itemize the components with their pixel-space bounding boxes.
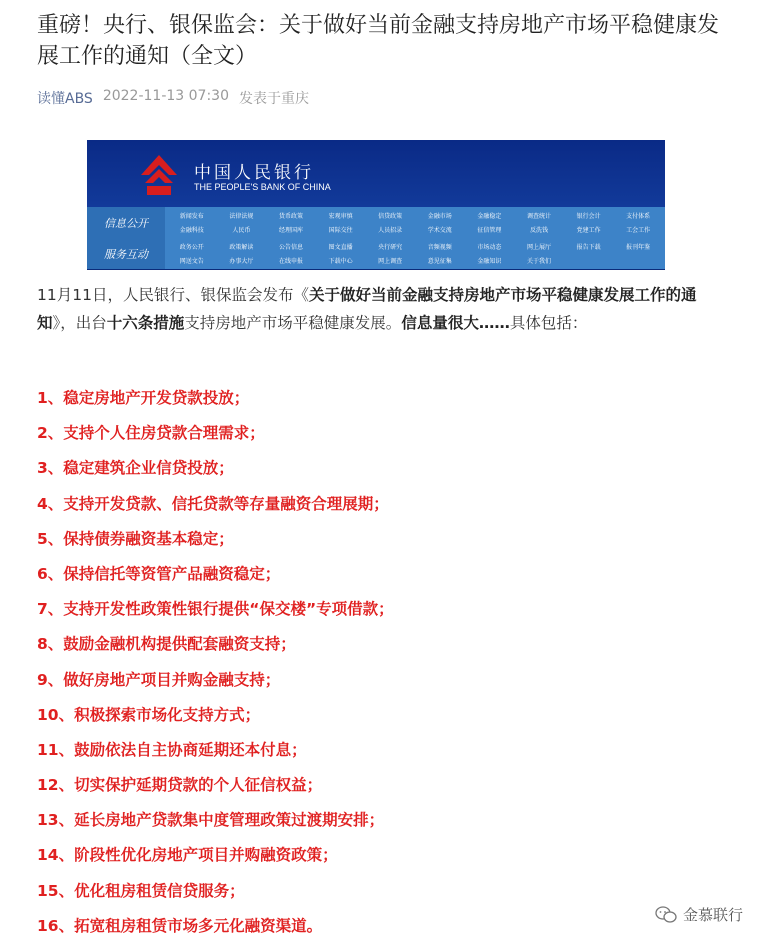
intro-text: 支持房地产市场平稳健康发展。 xyxy=(184,314,402,332)
banner-nav-item: 音频视频 xyxy=(427,243,452,251)
banner-nav-row-1 xyxy=(87,207,665,238)
banner-nav-item: 党建工作 xyxy=(576,227,601,235)
banner-nav-item: 网上展厅 xyxy=(526,243,551,251)
banner-nav-items xyxy=(165,238,665,269)
banner-nav-item: 金融知识 xyxy=(477,258,502,266)
measure-item: 9、做好房地产项目并购金融支持； xyxy=(37,670,281,689)
measure-item: 16、拓宽租房租赁市场多元化融资渠道。 xyxy=(37,916,323,935)
banner-nav-item: 信贷政策 xyxy=(378,212,403,220)
pboc-emblem-icon xyxy=(139,153,179,197)
banner-nav-item: 国际交往 xyxy=(328,227,353,235)
measure-item: 8、鼓励金融机构提供配套融资支持； xyxy=(37,635,296,654)
publish-location: 发表于重庆 xyxy=(239,91,309,107)
article-meta xyxy=(37,88,309,108)
banner-nav-head: 信息公开 xyxy=(87,207,165,238)
notice-title-bold: 关于做好当前金融支持房地产市场平稳健康发展工作的通知 xyxy=(37,286,697,332)
banner-nav-item: 办事大厅 xyxy=(229,258,254,266)
measure-item: 1、稳定房地产开发贷款投放； xyxy=(37,389,250,407)
measure-item: 2、支持个人住房贷款合理需求； xyxy=(37,424,265,443)
banner-nav-item xyxy=(564,254,614,269)
banner-nav-item: 意见征集 xyxy=(427,258,452,266)
measure-item: 10、积极探索市场化支持方式； xyxy=(37,705,261,724)
intro-text: 》，出台 xyxy=(52,314,107,332)
banner-nav-item: 反洗钱 xyxy=(529,227,548,235)
banner-nav-head: 服务互动 xyxy=(87,238,165,269)
banner-nav-item: 征信管理 xyxy=(477,227,502,235)
intro-text: 11月11日，人民银行、银保监会发布《 xyxy=(37,286,309,304)
measure-item: 11、鼓励依法自主协商延期还本付息； xyxy=(37,740,307,759)
measure-item: 6、保持信托等资管产品融资稳定； xyxy=(37,564,281,583)
banner-logo-cn: 中国人民银行 xyxy=(194,163,314,183)
banner-logo-en: THE PEOPLE'S BANK OF CHINA xyxy=(194,182,331,192)
banner-nav-item: 学术交流 xyxy=(427,227,452,235)
banner-nav-item: 人员招录 xyxy=(378,227,403,235)
banner-nav-item: 人民币 xyxy=(232,227,251,235)
measures-list xyxy=(37,387,394,950)
banner-nav-item: 工会工作 xyxy=(626,227,651,235)
measure-item: 4、支持开发贷款、信托贷款等存量融资合理展期； xyxy=(37,494,389,513)
banner-nav-item: 银行会计 xyxy=(576,212,601,220)
banner-nav-item: 金融科技 xyxy=(179,227,204,235)
banner-nav-item: 货币政策 xyxy=(278,212,303,220)
banner-nav-item: 新闻发布 xyxy=(179,212,204,220)
article-title: 重磅！央行、银保监会：关于做好当前金融支持房地产市场平稳健康发展工作的通知（全文） xyxy=(37,13,720,69)
banner-nav-item: 图文直播 xyxy=(328,243,353,251)
banner-nav-item: 在线申报 xyxy=(278,258,303,266)
banner-nav-item: 政策解读 xyxy=(229,243,254,251)
banner-nav-items xyxy=(165,207,665,238)
banner-nav-row-2 xyxy=(87,238,665,269)
banner-nav-item: 网送文告 xyxy=(179,258,204,266)
banner-nav-item: 调查统计 xyxy=(526,212,551,220)
banner-header xyxy=(87,140,665,207)
banner-nav-item: 央行研究 xyxy=(378,243,403,251)
banner-nav-item: 下载中心 xyxy=(328,258,353,266)
banner-nav-item: 金融稳定 xyxy=(477,212,502,220)
measure-item: 5、保持债券融资基本稳定； xyxy=(37,529,234,548)
banner-nav-item: 公告信息 xyxy=(278,243,303,251)
banner-nav-item: 政务公开 xyxy=(179,243,204,251)
measure-item: 12、切实保护延期贷款的个人征信权益； xyxy=(37,776,323,795)
banner-nav-item: 市场动态 xyxy=(477,243,502,251)
measure-item: 7、支持开发性政策性银行提供“保交楼”专项借款； xyxy=(37,600,394,619)
intro-paragraph xyxy=(37,281,727,337)
banner-nav-item: 报刊年鉴 xyxy=(626,243,651,251)
banner-nav-item: 网上调查 xyxy=(378,258,403,266)
banner-nav-item: 经理国库 xyxy=(278,227,303,235)
banner-nav-item xyxy=(613,254,663,269)
banner-nav-item: 金融市场 xyxy=(427,212,452,220)
measure-item: 15、优化租房租赁信贷服务； xyxy=(37,881,245,900)
author-link[interactable]: 读懂ABS xyxy=(37,91,93,107)
banner-nav-item: 报告下载 xyxy=(576,243,601,251)
measure-item: 3、稳定建筑企业信贷投放； xyxy=(37,459,234,478)
measure-item: 14、阶段性优化房地产项目并购融资政策； xyxy=(37,846,338,865)
intro-text: 具体包括： xyxy=(509,314,588,332)
wechat-icon xyxy=(655,906,677,924)
measures-count-bold: 十六条措施 xyxy=(106,314,185,332)
publish-datetime: 2022-11-13 07:30 xyxy=(102,88,229,104)
banner-nav-item: 支付体系 xyxy=(626,212,651,220)
info-bold: 信息量很大…… xyxy=(401,314,510,332)
watermark-text: 金慕联行 xyxy=(682,906,743,924)
banner-nav-item: 关于我们 xyxy=(526,258,551,266)
account-watermark xyxy=(655,904,743,925)
banner-nav-item: 宏观审慎 xyxy=(328,212,353,220)
banner-nav-item: 法律法规 xyxy=(229,212,254,220)
measure-item: 13、延长房地产贷款集中度管理政策过渡期安排； xyxy=(37,811,385,830)
pboc-banner-image xyxy=(87,140,665,270)
